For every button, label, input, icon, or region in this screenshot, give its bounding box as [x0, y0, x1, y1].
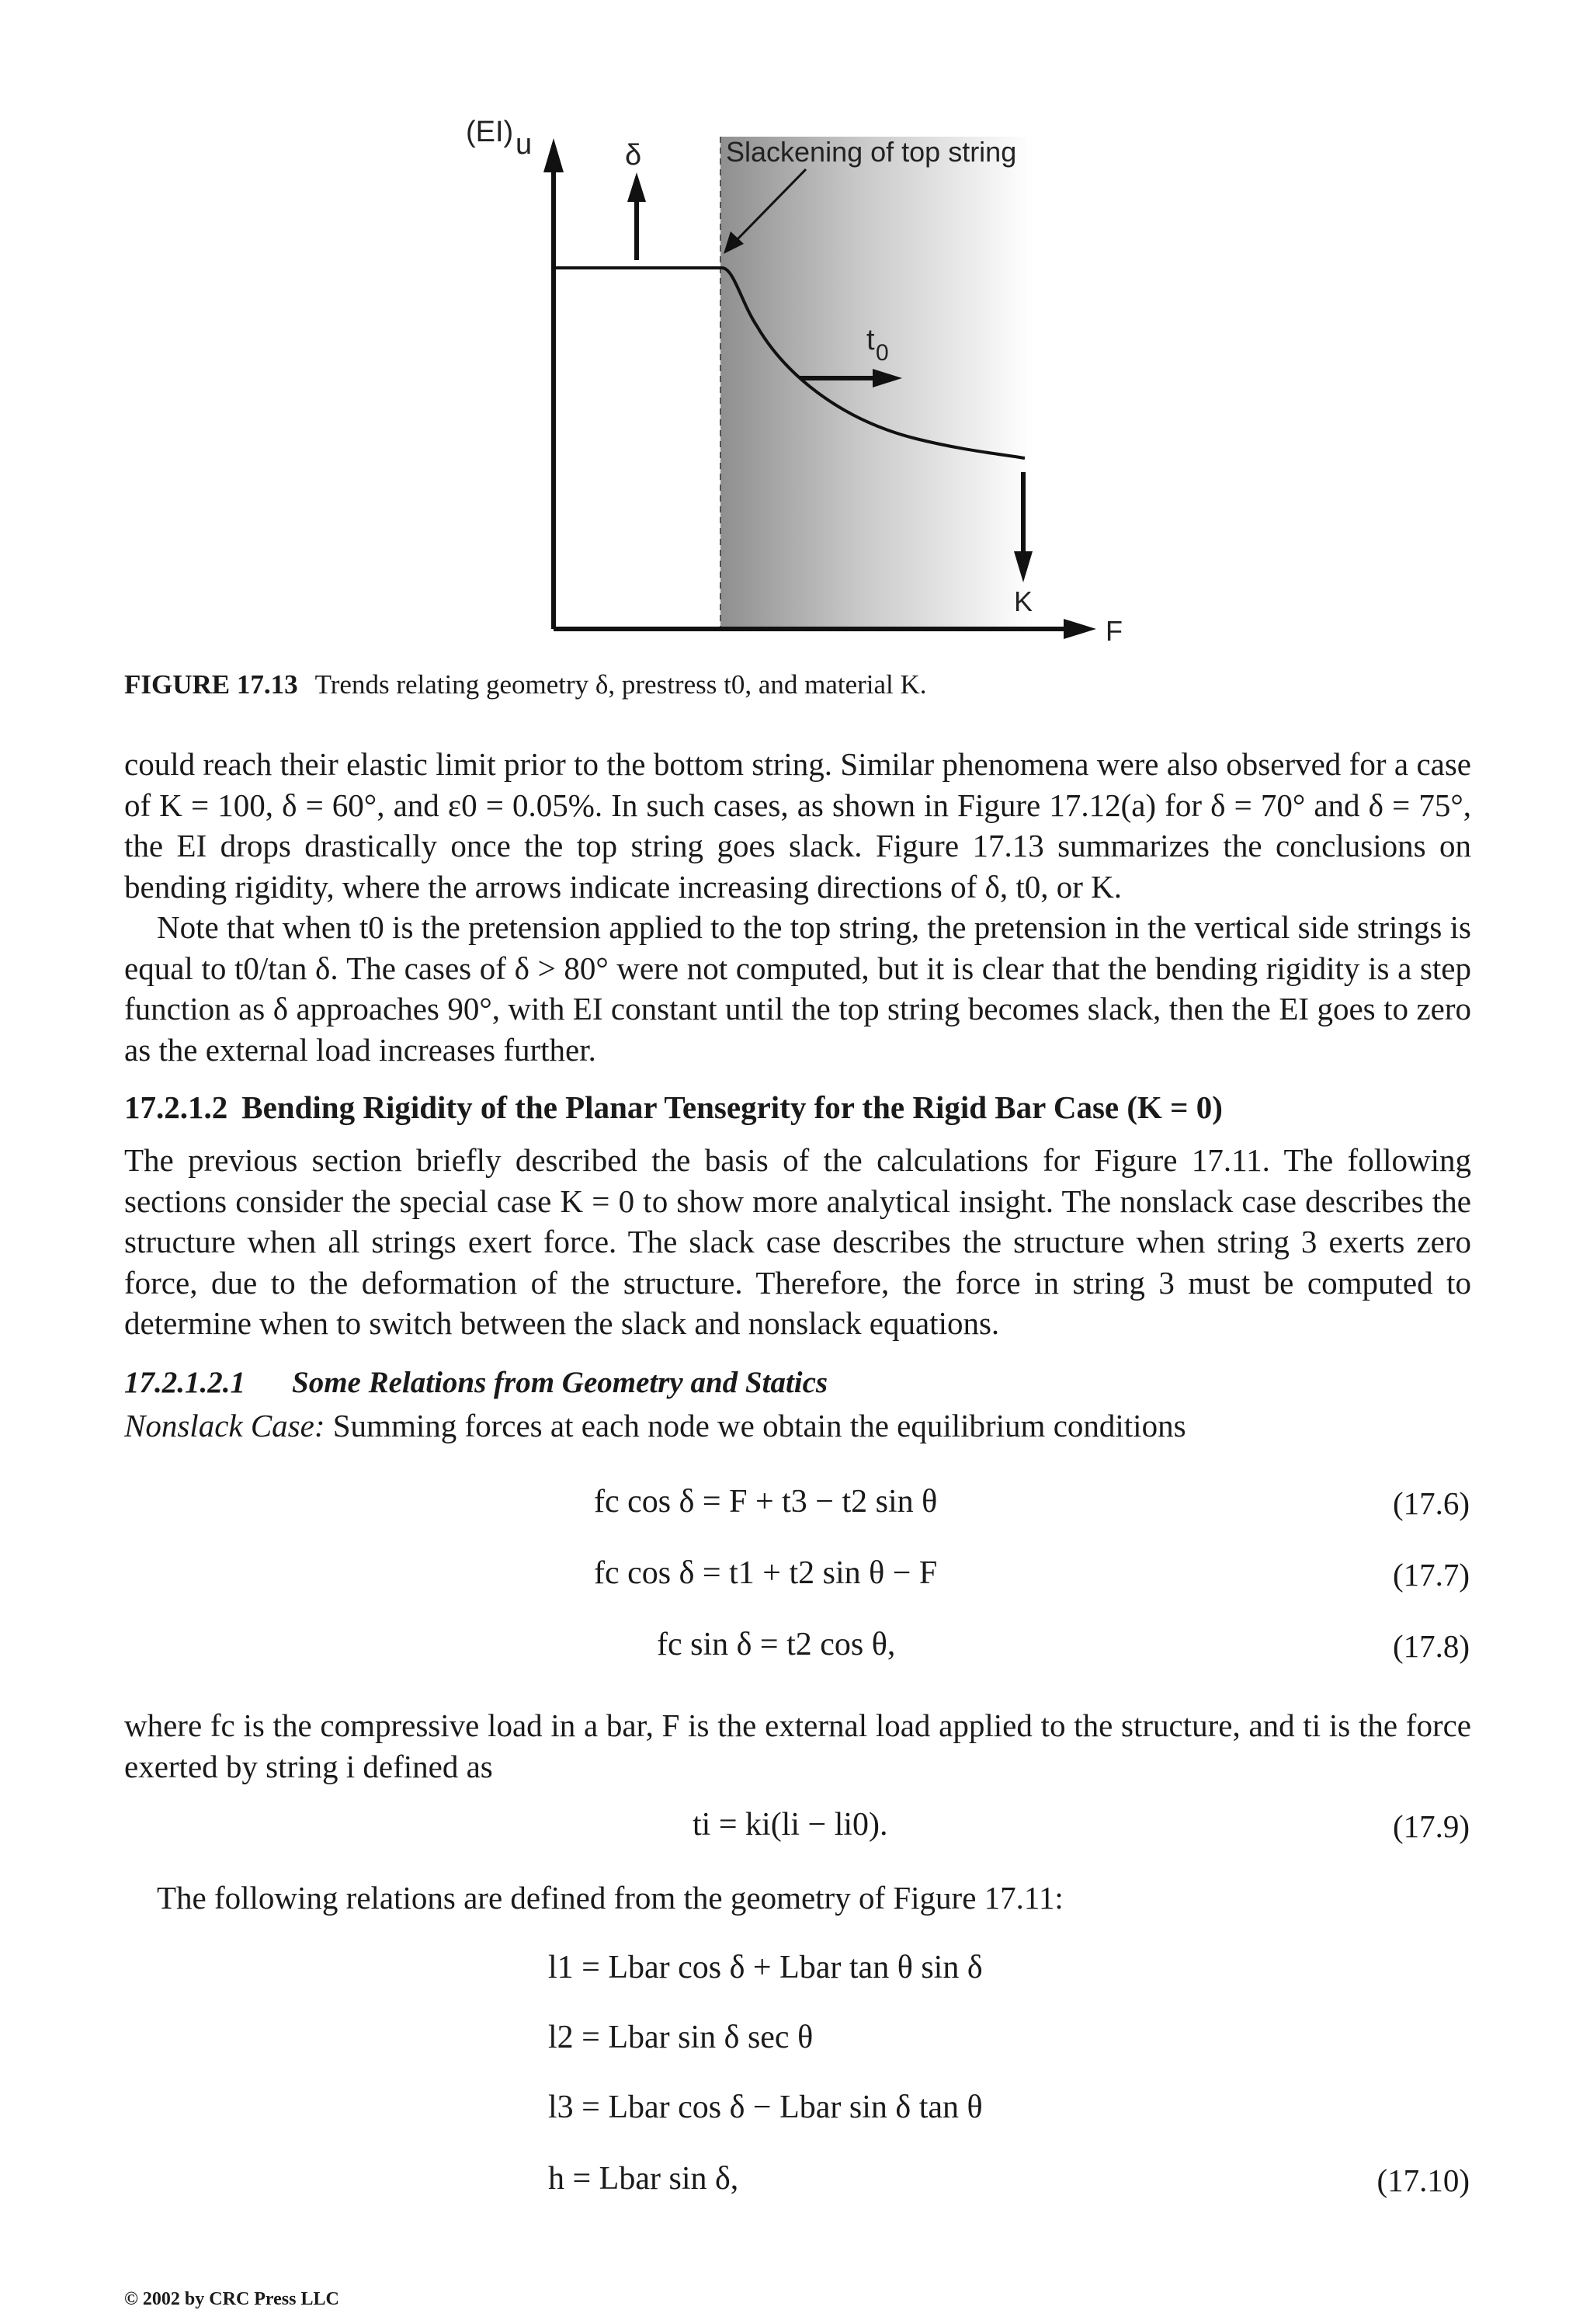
section-number: 17.2.1.2 — [124, 1089, 228, 1125]
nonslack-label: Nonslack Case: — [124, 1408, 325, 1443]
equation-number-17-10: (17.10) — [1376, 2162, 1470, 2198]
caption-number: FIGURE 17.13 — [124, 669, 298, 700]
y-axis-arrowhead — [543, 138, 564, 172]
nonslack-line — [124, 1405, 1471, 1447]
equation-number-17-8: (17.8) — [1392, 1628, 1470, 1664]
paragraph-1: could reach their elastic limit prior to the bottom string. Similar phenomena were also observed for a case of K = 100, δ = 60°, and ε0 = 0.05%. In such cases, as shown in Figure 17.12(a) for δ = 70° and δ = 75°, the EI drops drastically once the top string goes slack. Figure 17.13 summarizes the conclusions on bending rigidity, where the arrows indicate increasing directions of δ, t0, or K. — [124, 746, 1471, 905]
k-label: K — [1014, 585, 1033, 617]
equation-l3: l3 = Lbar cos δ − Lbar sin δ tan θ — [548, 2090, 983, 2125]
paragraph-2: Note that when t0 is the pretension applied to the top string, the pretension in the vertical side strings is equal to t0/tan δ. The cases of δ > 80° were not computed, but it is clear that the bending rigidity is a step function as δ approaches 90°, with EI constant until the top string becomes slack, then the EI goes to zero as the external load increases further. — [124, 909, 1471, 1068]
nonslack-text: Summing forces at each node we obtain the equilibrium conditions — [332, 1408, 1186, 1443]
figure-17-13-diagram — [0, 0, 1590, 668]
x-axis-label: F — [1106, 615, 1123, 647]
subsection-title: Some Relations from Geometry and Statics — [292, 1366, 828, 1399]
section-heading — [124, 1089, 1223, 1126]
t0-label: t — [866, 324, 875, 356]
equation-number-17-9: (17.9) — [1392, 1808, 1470, 1844]
copyright: © 2002 by CRC Press LLC — [124, 2289, 339, 2309]
y-axis-label: (EI) — [466, 116, 514, 148]
subsection-heading — [124, 1365, 828, 1400]
paragraph-4: where fc is the compressive load in a bar, F is the external load applied to the structure, and ti is the force exerted by string i defined as — [124, 1707, 1471, 1784]
y-axis-subscript: u — [516, 128, 533, 161]
paragraph-5: The following relations are defined from the geometry of Figure 17.11: — [157, 1880, 1064, 1916]
figure-caption — [124, 669, 927, 700]
delta-arrowhead — [627, 172, 646, 202]
equation-17-8: fc sin δ = t2 cos θ, — [657, 1627, 896, 1662]
delta-label: δ — [625, 139, 642, 172]
equation-17-9: ti = ki(li − li0). — [693, 1807, 888, 1843]
paragraph-3: The previous section briefly described the basis of the calculations for Figure 17.11. The following sections consider the special case K = 0 to show more analytical insight. The nonslack case describes the structure when all strings exert force. The slack case describes the structure when string 3 exerts zero force, due to the deformation of the structure. Therefore, the force in string 3 must be computed to determine when to switch between the slack and nonslack equations. — [124, 1142, 1471, 1341]
equation-l2: l2 = Lbar sin δ sec θ — [548, 2020, 814, 2055]
equation-l1: l1 = Lbar cos δ + Lbar tan θ sin δ — [548, 1950, 983, 1985]
caption-text: Trends relating geometry δ, prestress t0, and material K. — [314, 669, 927, 700]
x-axis-arrowhead — [1064, 619, 1096, 639]
equation-17-6: fc cos δ = F + t3 − t2 sin θ — [594, 1484, 938, 1520]
equation-17-7: fc cos δ = t1 + t2 sin θ − F — [594, 1555, 938, 1591]
t0-subscript: 0 — [876, 340, 889, 366]
annotation-label: Slackening of top string — [726, 136, 1017, 168]
body-text-top — [124, 744, 1471, 1070]
subsection-number: 17.2.1.2.1 — [124, 1366, 245, 1399]
equation-h: h = Lbar sin δ, — [548, 2161, 739, 2197]
equation-number-17-6: (17.6) — [1392, 1485, 1470, 1521]
equation-number-17-7: (17.7) — [1392, 1557, 1470, 1593]
section-title: Bending Rigidity of the Planar Tensegrity for the Rigid Bar Case (K = 0) — [241, 1089, 1223, 1125]
